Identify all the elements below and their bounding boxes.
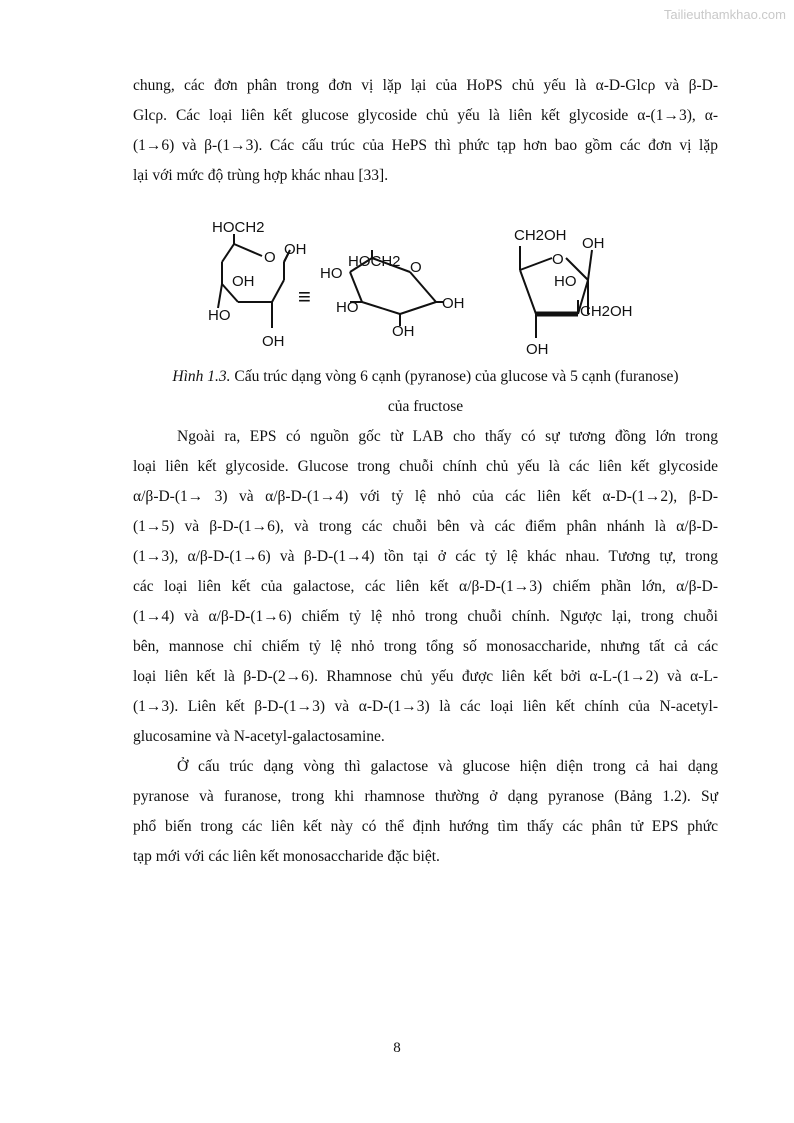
paragraph-line: (1→4) và α/β-D-(1→6) chiếm tỷ lệ nhỏ trong chuỗi chính. Ngược lại, trong chuỗi [133,608,718,625]
chair-o-label: O [264,249,276,266]
fructose-ho-inner-label: HO [554,273,577,290]
figure-caption [133,362,718,422]
paragraph-line: loại liên kết là β-D-(2→6). Rhamnose chủ yếu được liên kết bởi α-L-(1→2) và α-L- [133,668,718,685]
fructose-ch2oh-right-label: CH2OH [580,303,633,320]
paragraph-line: (1→3). Liên kết β-D-(1→3) và α-D-(1→3) là các loại liên kết chính của N-acetyl- [133,698,718,715]
fructose-oh-bottom-label: OH [526,341,549,358]
paragraph-line: Ở cấu trúc dạng vòng thì galactose và glucose hiện diện trong cả hai dạng [177,758,718,775]
paragraph-line: Glcρ. Các loại liên kết glucose glycoside chủ yếu là liên kết glycoside α-(1→3), α- [133,107,718,124]
paragraph-line: α/β-D-(1→ 3) và α/β-D-(1→4) với tỷ lệ nhỏ của các liên kết α-D-(1→2), β-D- [133,488,718,505]
paragraph-line: các loại liên kết của galactose, các liên kết α/β-D-(1→3) chiếm phần lớn, α/β-D- [133,578,718,595]
chair-oh-ring-label: OH [232,273,255,290]
paragraph-line: chung, các đơn phân trong đơn vị lặp lại của HoPS chủ yếu là α-D-Glcρ và β-D- [133,77,718,94]
fructose-o-label: O [552,251,564,268]
caption-label: Hình 1.3. [172,368,231,385]
paragraph-line: glucosamine và N-acetyl-galactosamine. [133,728,385,745]
chair-ho-left-label: HO [208,307,231,324]
figure-sugar-structures [200,210,640,362]
caption-text-line-1: Cấu trúc dạng vòng 6 cạnh (pyranose) của glucose và 5 cạnh (furanose) [230,368,679,385]
paragraph-line: (1→6) và β-(1→3). Các cấu trúc của HePS thì phức tạp hơn bao gồm các đơn vị lặp [133,137,718,154]
structures-svg [200,210,640,362]
paragraph-1 [133,71,718,191]
paragraph-line: (1→3), α/β-D-(1→6) và β-D-(1→4) tồn tại ở các tỷ lệ khác nhau. Tương tự, trong [133,548,718,565]
haworth-oh-bottom-label: OH [392,323,415,340]
fructose-ch2oh-top-label: CH2OH [514,227,567,244]
watermark: Tailieuthamkhao.com [663,7,786,22]
chair-oh-bottom-label: OH [262,333,285,350]
paragraph-line: bên, mannose chỉ chiếm tỷ lệ nhỏ trong tổng số monosaccharide, nhưng tất cả các [133,638,718,655]
paragraph-3 [133,752,718,872]
paragraph-line: tạp mới với các liên kết monosaccharide đặc biệt. [133,848,440,865]
haworth-oh-right-label: OH [442,295,465,312]
paragraph-line: loại liên kết glycoside. Glucose trong chuỗi chính chủ yếu là các liên kết glycoside [133,458,718,475]
haworth-ho-left-label: HO [336,299,359,316]
paragraph-line: (1→5) và β-D-(1→6), và trong các chuỗi bên và các điểm phân nhánh là α/β-D- [133,518,718,535]
caption-text-line-2: của fructose [387,398,464,415]
haworth-ho-top-label: HO [320,265,343,282]
paragraph-line: Ngoài ra, EPS có nguồn gốc từ LAB cho thấy có sự tương đồng lớn trong [177,428,718,445]
page-number: 8 [393,1040,401,1056]
equivalence-sign: ≡ [298,284,311,309]
paragraph-2 [133,422,718,752]
paragraph-line: pyranose và furanose, trong khi rhamnose thường ở dạng pyranose (Bảng 1.2). Sự [133,788,718,805]
fructose-oh-right-top-label: OH [582,235,605,252]
haworth-o-label: O [410,259,422,276]
chair-oh-anomeric-label: OH [284,241,307,258]
paragraph-line: phổ biến trong các liên kết này có thể định hướng tìm thấy các phân tử EPS phức [133,818,718,835]
chair-hoch2-label: HOCH2 [212,219,265,236]
haworth-hoch2-label: HOCH2 [348,253,401,270]
paragraph-line: lại với mức độ trùng hợp khác nhau [33]. [133,167,389,184]
